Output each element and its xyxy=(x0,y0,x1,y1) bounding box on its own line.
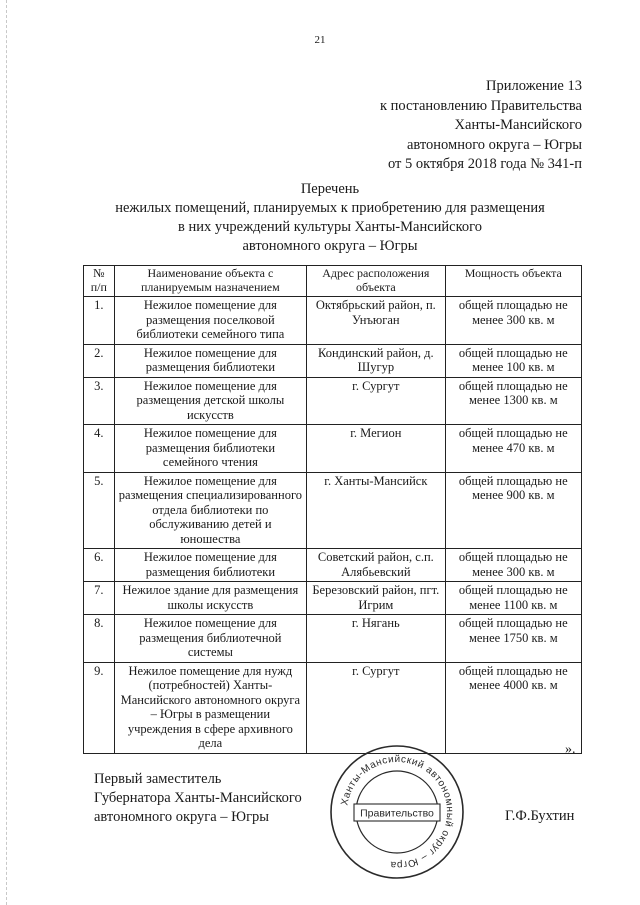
row-address: г. Ханты-Мансийск xyxy=(307,472,446,549)
page-number: 21 xyxy=(314,34,326,46)
stamp-ring-text: Ханты-Мансийский автономный округ – Югра xyxy=(339,753,456,871)
stamp-center-text: Правительство xyxy=(360,807,434,820)
row-power: общей площадью не менее 900 кв. м xyxy=(445,472,581,549)
document-title xyxy=(70,180,590,256)
row-address: Октябрьский район, п. Унъюган xyxy=(307,297,446,345)
row-name: Нежилое здание для размещения школы искусств xyxy=(114,582,306,615)
row-address: Кондинский район, д. Шугур xyxy=(307,344,446,377)
table-row xyxy=(84,377,582,425)
table-row xyxy=(84,425,582,473)
row-num: 9. xyxy=(84,662,115,753)
table-header-row xyxy=(84,266,582,297)
appendix-header xyxy=(380,77,582,175)
row-name: Нежилое помещение для размещения библиотеки xyxy=(114,549,306,582)
title-line-4: автономного округа – Югры xyxy=(242,238,418,254)
table-row xyxy=(84,344,582,377)
scan-margin-line xyxy=(6,0,7,905)
title-line-3: в них учреждений культуры Ханты-Мансийского xyxy=(177,219,483,235)
table-row xyxy=(84,297,582,345)
table-row xyxy=(84,662,582,753)
header-power: Мощность объекта xyxy=(445,266,581,297)
official-stamp xyxy=(328,743,466,881)
row-address: г. Нягань xyxy=(307,615,446,663)
row-address: г. Сургут xyxy=(307,662,446,753)
row-name: Нежилое помещение для размещения библиотеки xyxy=(114,344,306,377)
signatory-line-2: Губернатора Ханты-Мансийского xyxy=(94,790,302,806)
row-num: 7. xyxy=(84,582,115,615)
table-row xyxy=(84,472,582,549)
row-num: 4. xyxy=(84,425,115,473)
header-num: № п/п xyxy=(84,266,115,297)
appendix-line-1: Приложение 13 xyxy=(486,78,582,94)
row-num: 2. xyxy=(84,344,115,377)
row-name: Нежилое помещение для размещения детской школы искусств xyxy=(114,377,306,425)
header-name: Наименование объекта с планируемым назначением xyxy=(114,266,306,297)
row-num: 3. xyxy=(84,377,115,425)
row-num: 1. xyxy=(84,297,115,345)
title-line-2: нежилых помещений, планируемых к приобретению для размещения xyxy=(115,200,545,216)
premises-table xyxy=(83,265,582,754)
row-power: общей площадью не менее 470 кв. м xyxy=(445,425,581,473)
row-num: 8. xyxy=(84,615,115,663)
row-address: г. Сургут xyxy=(307,377,446,425)
header-address: Адрес расположения объекта xyxy=(307,266,446,297)
row-power: общей площадью не менее 300 кв. м xyxy=(445,297,581,345)
signatory-line-1: Первый заместитель xyxy=(94,771,222,787)
row-num: 5. xyxy=(84,472,115,549)
table-row xyxy=(84,582,582,615)
row-name: Нежилое помещение для размещения библиотечной системы xyxy=(114,615,306,663)
closing-quote: ». xyxy=(565,742,576,757)
title-line-1: Перечень xyxy=(300,181,360,197)
signatory-title xyxy=(94,770,302,827)
row-power: общей площадью не менее 1100 кв. м xyxy=(445,582,581,615)
row-address: г. Мегион xyxy=(307,425,446,473)
row-name: Нежилое помещение для размещения библиотеки семейного чтения xyxy=(114,425,306,473)
row-address: Березовский район, пгт. Игрим xyxy=(307,582,446,615)
row-power: общей площадью не менее 100 кв. м xyxy=(445,344,581,377)
appendix-line-4: автономного округа – Югры xyxy=(406,136,582,153)
row-power: общей площадью не менее 4000 кв. м xyxy=(445,662,581,753)
appendix-line-3: Ханты-Мансийского xyxy=(454,117,582,133)
row-power: общей площадью не менее 1750 кв. м xyxy=(445,615,581,663)
appendix-line-2: к постановлению Правительства xyxy=(380,97,582,114)
signatory-name: Г.Ф.Бухтин xyxy=(505,808,575,824)
row-name: Нежилое помещение для размещения поселковой библиотеки семейного типа xyxy=(114,297,306,345)
row-num: 6. xyxy=(84,549,115,582)
row-power: общей площадью не менее 1300 кв. м xyxy=(445,377,581,425)
appendix-line-5: от 5 октября 2018 года № 341-п xyxy=(387,156,582,172)
signatory-line-3: автономного округа – Югры xyxy=(94,809,270,825)
table-row xyxy=(84,615,582,663)
row-power: общей площадью не менее 300 кв. м xyxy=(445,549,581,582)
row-address: Советский район, с.п. Алябьевский xyxy=(307,549,446,582)
row-name: Нежилое помещение для размещения специализированного отдела библиотеки по обслуживанию детей и юношества xyxy=(114,472,306,549)
row-name: Нежилое помещение для нужд (потребностей) Ханты-Мансийского автономного округа – Югры в размещении учреждения в сфере архивного дела xyxy=(114,662,306,753)
table-row xyxy=(84,549,582,582)
